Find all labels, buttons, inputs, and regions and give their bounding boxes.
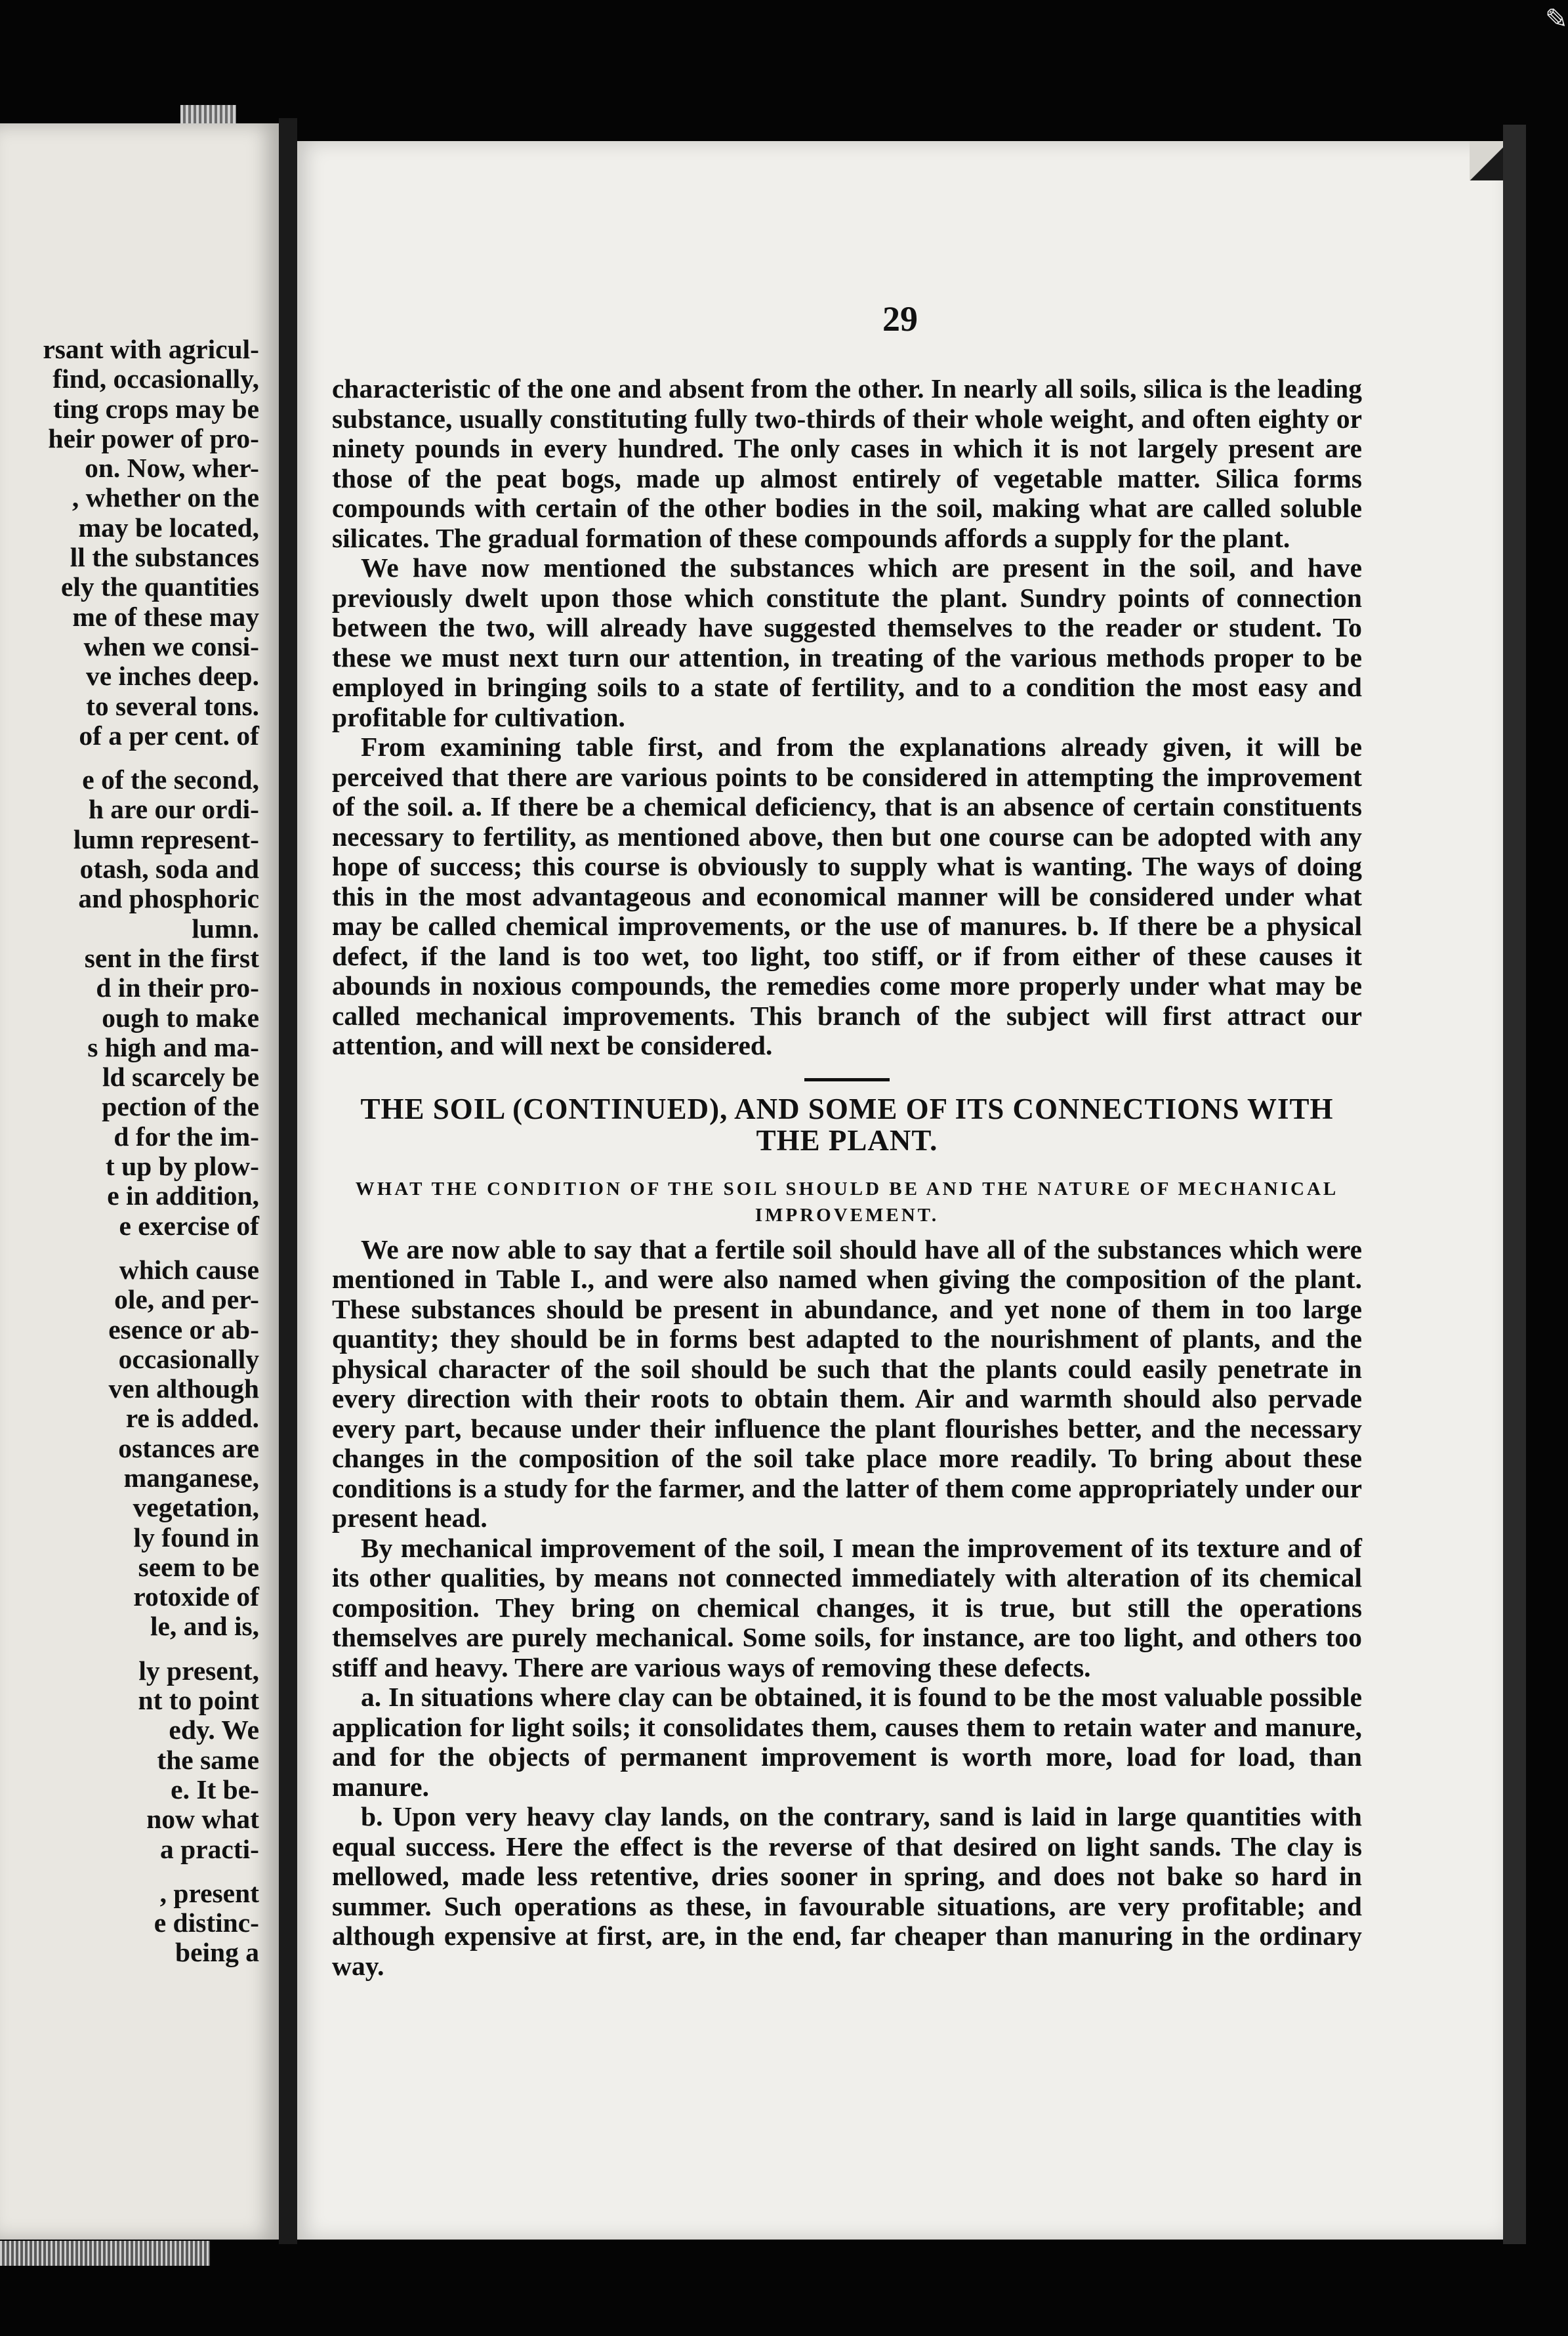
left-page-line: e of the second, bbox=[82, 764, 259, 795]
left-page-line: , present bbox=[159, 1877, 259, 1908]
left-page-line: e. It be- bbox=[171, 1774, 259, 1804]
left-page-line: pection of the bbox=[102, 1091, 259, 1122]
left-page-line: vegetation, bbox=[133, 1492, 259, 1523]
right-page bbox=[297, 141, 1503, 2240]
left-page-line: me of these may bbox=[72, 601, 259, 632]
left-page-line: rsant with agricul- bbox=[43, 334, 259, 364]
left-page-line: may be located, bbox=[78, 512, 259, 543]
left-page-line: ll the substances bbox=[70, 542, 259, 573]
left-page-line: e distinc- bbox=[154, 1908, 259, 1938]
left-page-line: ly found in bbox=[133, 1522, 259, 1553]
line-gap bbox=[0, 751, 259, 765]
left-page-text-column bbox=[0, 335, 259, 1968]
section-divider bbox=[804, 1078, 890, 1081]
left-page-line: edy. We bbox=[169, 1715, 259, 1745]
left-page-line: to several tons. bbox=[86, 690, 259, 721]
left-page-line: being a bbox=[175, 1937, 259, 1968]
corner-mark: ✎ bbox=[1544, 5, 1568, 35]
left-page-line: when we consi- bbox=[83, 631, 259, 661]
left-page-line: a practi- bbox=[160, 1833, 259, 1864]
paragraph: We are now able to say that a fertile soil should have all of the substances which were mentioned in Table I., and were also named when giving the composition of the plant. These substances should be present in abundance, and yet none of them in too large quantity; they should be in forms best adapted to the nourishment of plants, and the physical character of the soil should be such that the plants could easily penetrate in every direction with their roots to obtain them. Air and warmth should also pervade every part, because under their influence the plant flourishes better, and the necessary changes in the composition of the soil take place more readily. To bring about these conditions is a study for the farmer, and the latter of them come appropriately under our present head. bbox=[332, 1234, 1362, 1533]
left-page-line: seem to be bbox=[138, 1551, 259, 1582]
scan-edge-mark bbox=[0, 2241, 210, 2266]
left-page-line: rotoxide of bbox=[133, 1581, 259, 1612]
book-edge bbox=[1503, 125, 1526, 2244]
left-page-line: s high and ma- bbox=[87, 1032, 259, 1062]
book-gutter bbox=[279, 118, 297, 2244]
left-page-line: ting crops may be bbox=[53, 393, 259, 424]
line-gap bbox=[0, 1864, 259, 1879]
paragraph: We have now mentioned the substances which are present in the soil, and have previously dwelt upon those which constitute the plant. Sundry points of connection between the two, will already have suggested themselves to the reader or student. To these we must next turn our attention, in treating of the various methods proper to be employed in bringing soils to a state of fertility, and to a condition the most easy and profitable for cultivation. bbox=[332, 553, 1362, 732]
page-number: 29 bbox=[882, 299, 918, 339]
paragraph: characteristic of the one and absent from the other. In nearly all soils, silica is the leading substance, usually constituting fully two-thirds of their whole weight, and often eighty or ninety pounds in every hundred. The only cases in which it is not largely present are those of the peat bogs, made up almost entirely of vegetable matter. Silica forms compounds with certain of the other bodies in the soil, making what are called soluble silicates. The gradual formation of these compounds affords a supply for the plant. bbox=[332, 373, 1363, 553]
left-page-line: d in their pro- bbox=[96, 972, 259, 1003]
left-page-line: re is added. bbox=[125, 1403, 259, 1434]
paragraph: From examining table first, and from the explanations already given, it will be perceived that there are various points to be considered in attempting the improvement of the soil. a. If there be a chemical deficiency, that is an absence of certain constituents necessary to fertility, as mentioned above, then but one course can be adopted with any hope of success; this course is obviously to supply what is wanting. The ways of doing this in the most advantageous and economical manner will be considered under what may be called chemical improvements, or the use of manures. b. If there be a physical defect, if the land is too wet, too light, too stiff, or if from either of these causes it abounds in noxious compounds, the remedies come more properly under what may be called mechanical improvements. This branch of the subject will first attract our attention, and will next be considered. bbox=[332, 732, 1362, 1060]
left-page-line: now what bbox=[146, 1804, 259, 1835]
left-page-line: nt to point bbox=[138, 1685, 259, 1716]
left-page-line: heir power of pro- bbox=[48, 423, 259, 453]
page-body bbox=[332, 374, 1362, 1981]
left-page-line: manganese, bbox=[123, 1462, 259, 1493]
section-subheading: WHAT THE CONDITION OF THE SOIL SHOULD BE AND THE NATURE OF MECHANICAL IMPROVEMENT. bbox=[355, 1178, 1339, 1226]
left-page-line: h are our ordi- bbox=[88, 794, 259, 825]
left-page-line: ve inches deep. bbox=[86, 661, 259, 692]
left-page-line: and phosphoric bbox=[78, 883, 259, 914]
left-page-line: ld scarcely be bbox=[102, 1062, 259, 1093]
left-page-line: ly present, bbox=[138, 1655, 259, 1686]
left-page-line: sent in the first bbox=[84, 942, 259, 973]
paragraph: By mechanical improvement of the soil, I mean the improvement of its texture and of its other qualities, by means not connected immediately with alteration of its chemical composition. They bring on chemical changes, it is true, but still the operations themselves are purely mechanical. Some soils, for instance, are too light, and others too stiff and heavy. There are various ways of removing these defects. bbox=[332, 1532, 1362, 1682]
left-page-line: t up by plow- bbox=[105, 1151, 259, 1182]
left-page-line: e in addition, bbox=[107, 1180, 259, 1211]
left-page-line: , whether on the bbox=[72, 482, 259, 513]
left-page-line: esence or ab- bbox=[108, 1314, 259, 1345]
left-page-line: find, occasionally, bbox=[52, 364, 259, 394]
left-page-line: which cause bbox=[119, 1254, 259, 1285]
left-page-line: otash, soda and bbox=[79, 854, 259, 885]
line-gap bbox=[0, 1241, 259, 1255]
paragraph: a. In situations where clay can be obtained, it is found to be the most valuable possible application for light soils; it consolidates them, causes them to retain water and manure, and for the objects of permanent improvement is worth more, load for load, than manure. bbox=[332, 1682, 1362, 1802]
left-page-line: ely the quantities bbox=[60, 572, 259, 602]
paragraph: b. Upon very heavy clay lands, on the contrary, sand is laid in large quantities with equal success. Here the effect is the reverse of that desired on light sands. The clay is mellowed, made less retentive, dries sooner in spring, and does not bake so hard in summer. Such operations as these, in favourable situations, are very profitable; and although expensive at first, are, in the end, far cheaper than manuring in the ordinary way. bbox=[332, 1801, 1362, 1981]
left-page-line: d for the im- bbox=[113, 1121, 259, 1152]
left-page-line: lumn. bbox=[192, 913, 259, 944]
left-page-line: ole, and per- bbox=[114, 1284, 259, 1315]
left-page-line: the same bbox=[157, 1744, 259, 1775]
left-page-line: of a per cent. of bbox=[79, 720, 259, 751]
left-page-line: le, and is, bbox=[150, 1611, 259, 1642]
left-page-line: ostances are bbox=[118, 1432, 259, 1463]
left-page-line: occasionally bbox=[118, 1343, 259, 1374]
scan-edge-mark bbox=[180, 105, 236, 123]
left-page-line: ven although bbox=[108, 1373, 259, 1404]
left-page-line: e exercise of bbox=[119, 1210, 259, 1241]
line-gap bbox=[0, 1642, 259, 1656]
left-page-line: on. Now, wher- bbox=[85, 453, 259, 484]
left-page-line: lumn represent- bbox=[73, 824, 259, 854]
left-page-line: ough to make bbox=[102, 1002, 259, 1033]
left-facing-page bbox=[0, 123, 279, 2240]
section-heading: THE SOIL (CONTINUED), AND SOME OF ITS CONNECTIONS WITH THE PLANT. bbox=[360, 1092, 1334, 1157]
